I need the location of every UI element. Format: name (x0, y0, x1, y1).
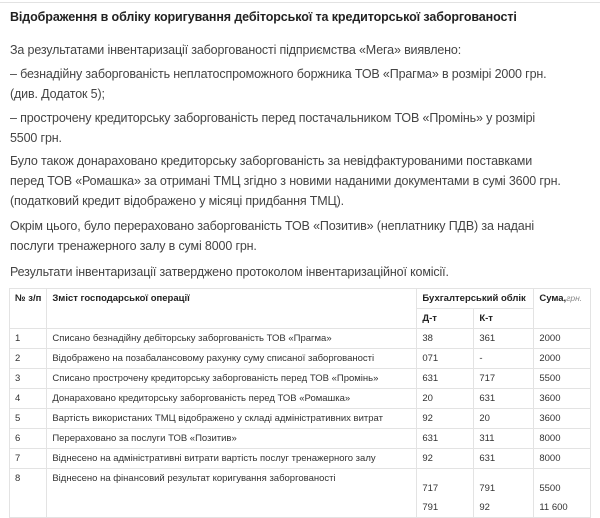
cell-credit (474, 469, 534, 518)
cell-num: 6 (10, 429, 47, 449)
bad-debt-line-2: (див. Додаток 5); (10, 87, 105, 101)
table-row (10, 389, 591, 409)
header-credit: К-т (474, 309, 534, 329)
accrual-line-2: перед ТОВ «Ромашка» за отримані ТМЦ згідно з новими наданими документами в сумі 3600 грн. (10, 174, 561, 188)
table-row (10, 329, 591, 349)
cell-desc: Перераховано за послуги ТОВ «Позитив» (47, 429, 417, 449)
transfer-line-1: Окрім цього, було перераховано заборгованість ТОВ «Позитив» (неплатнику ПДВ) за надані (10, 219, 534, 233)
cell-debit: 20 (417, 389, 474, 409)
cell-num: 2 (10, 349, 47, 369)
amount-label: Сума, (539, 293, 567, 304)
debit-entry-1: 717 (422, 483, 439, 494)
cell-debit: 631 (417, 369, 474, 389)
operations-table (9, 288, 591, 518)
cell-credit: 631 (474, 449, 534, 469)
table-row (10, 409, 591, 429)
cell-desc: Вартість використаних ТМЦ відображено у складі адміністративних витрат (47, 409, 417, 429)
overdue-payable-line-1: – прострочену кредиторську заборгованість перед постачальником ТОВ «Промінь» у розмірі (10, 111, 536, 125)
cell-amount: 2000 (534, 349, 591, 369)
table-row (10, 429, 591, 449)
table-row (10, 349, 591, 369)
bad-debt-line-1: – безнадійну заборгованість неплатоспроможного боржника ТОВ «Прагма» в розмірі 2000 грн. (10, 67, 547, 81)
cell-credit: - (474, 349, 534, 369)
cell-desc: Списано безнадійну дебіторську заборгованість ТОВ «Прагма» (47, 329, 417, 349)
cell-debit (417, 469, 474, 518)
cell-credit: 631 (474, 389, 534, 409)
overdue-payable-item (10, 108, 595, 148)
cell-debit: 631 (417, 429, 474, 449)
table-header-row (10, 289, 591, 309)
cell-credit: 20 (474, 409, 534, 429)
cell-amount: 5500 (534, 369, 591, 389)
cell-num: 8 (10, 469, 47, 518)
cell-desc: Віднесено на фінансовий результат коригування заборгованості (47, 469, 417, 518)
cell-credit: 361 (474, 329, 534, 349)
cell-credit: 717 (474, 369, 534, 389)
cell-num: 3 (10, 369, 47, 389)
cell-credit: 311 (474, 429, 534, 449)
additional-accrual-paragraph (10, 151, 595, 211)
intro-text: За результатами інвентаризації заборгованості підприємства «Мега» виявлено: (10, 43, 462, 57)
overdue-payable-line-2: 5500 грн. (10, 131, 62, 145)
header-amount (534, 289, 591, 329)
cell-amount: 3600 (534, 409, 591, 429)
cell-num: 7 (10, 449, 47, 469)
cell-amount: 8000 (534, 429, 591, 449)
cell-debit: 92 (417, 449, 474, 469)
accrual-line-3: (податковий кредит відображено у місяці придбання ТМЦ). (10, 194, 344, 208)
table-row (10, 369, 591, 389)
top-divider (0, 2, 600, 3)
section-title: Відображення в обліку коригування дебіторської та кредиторської заборгованості (10, 10, 517, 24)
cell-debit: 071 (417, 349, 474, 369)
cell-desc: Віднесено на адміністративні витрати вартість послуг тренажерного залу (47, 449, 417, 469)
cell-num: 5 (10, 409, 47, 429)
approval-text: Результати інвентаризації затверджено протоколом інвентаризаційної комісії. (10, 265, 449, 279)
cell-amount: 2000 (534, 329, 591, 349)
transfer-paragraph (10, 216, 595, 256)
cell-amount: 3600 (534, 389, 591, 409)
bad-debt-item (10, 64, 595, 104)
approval-paragraph (10, 262, 595, 282)
cell-debit: 92 (417, 409, 474, 429)
cell-amount: 8000 (534, 449, 591, 469)
table-row (10, 469, 591, 518)
transfer-line-2: послуги тренажерного залу в сумі 8000 грн. (10, 239, 257, 253)
cell-debit: 38 (417, 329, 474, 349)
header-content: Зміст господарської операції (47, 289, 417, 329)
header-accounting: Бухгалтерський облік (417, 289, 534, 309)
credit-entry-2: 92 (479, 502, 490, 513)
table-row (10, 449, 591, 469)
accrual-line-1: Було також донараховано кредиторську заборгованість за невідфактурованими поставками (10, 154, 533, 168)
amount-entry-2: 11 600 (539, 502, 568, 513)
cell-desc: Списано прострочену кредиторську заборгованість перед ТОВ «Промінь» (47, 369, 417, 389)
cell-amount (534, 469, 591, 518)
intro-paragraph (10, 40, 595, 60)
amount-unit: грн. (566, 293, 583, 303)
credit-entry-1: 791 (479, 483, 496, 494)
debit-entry-2: 791 (422, 502, 439, 513)
cell-desc: Донараховано кредиторську заборгованість перед ТОВ «Ромашка» (47, 389, 417, 409)
header-debit: Д-т (417, 309, 474, 329)
header-num: № з/п (10, 289, 47, 329)
amount-entry-1: 5500 (539, 483, 561, 494)
cell-desc: Відображено на позабалансовому рахунку суму списаної заборгованості (47, 349, 417, 369)
cell-num: 1 (10, 329, 47, 349)
cell-num: 4 (10, 389, 47, 409)
